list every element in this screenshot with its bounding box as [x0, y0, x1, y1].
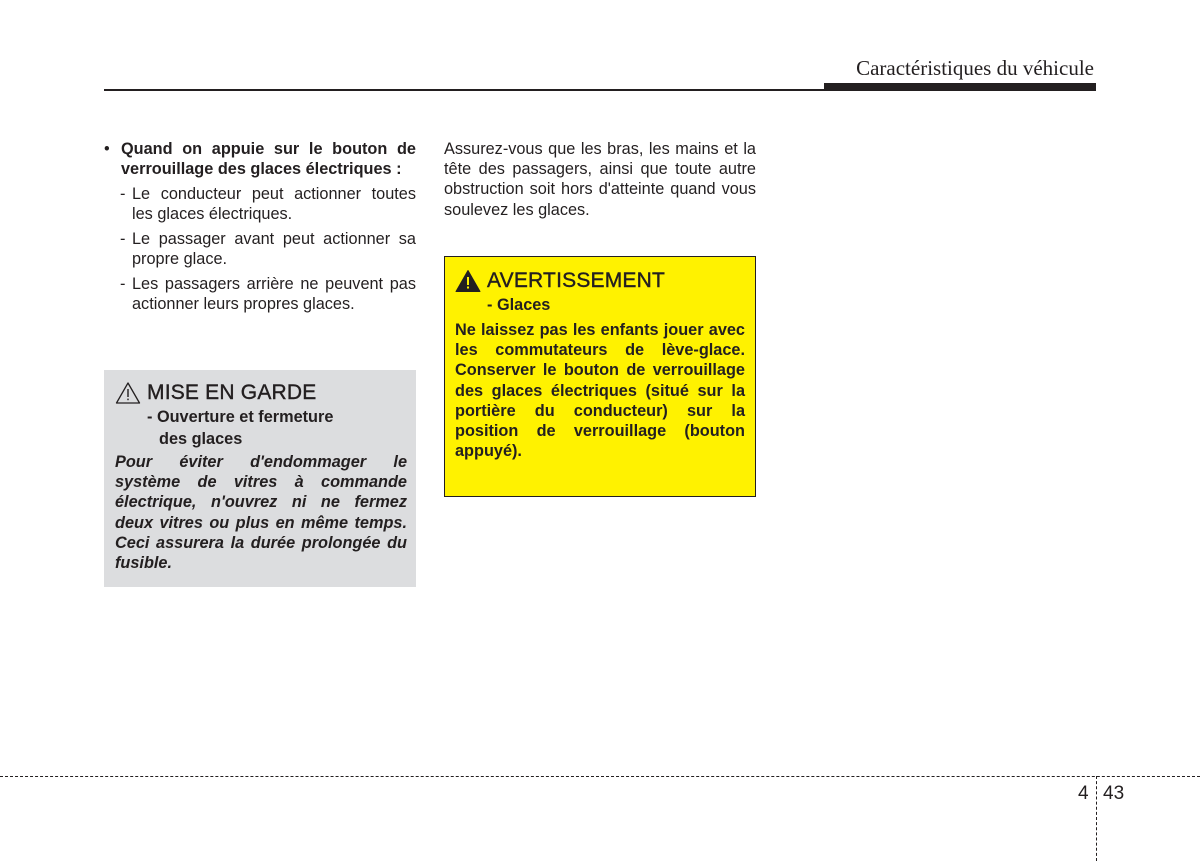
caution-subtitle-continued: des glaces [159, 430, 243, 448]
list-item-text: Le conducteur peut actionner toutes les glaces électriques. [132, 185, 416, 223]
dash-marker: - [120, 185, 126, 203]
header-rule-accent [824, 83, 1096, 90]
warning-header [455, 268, 745, 294]
footer-divider [0, 776, 1200, 777]
warning-triangle-icon [455, 269, 481, 293]
warning-title: AVERTISSEMENT [487, 269, 666, 292]
section-title: Caractéristiques du véhicule [856, 56, 1094, 80]
caution-header [115, 380, 407, 406]
bullet-marker: • [104, 140, 110, 158]
footer-vertical-divider [1096, 776, 1097, 861]
caution-box [104, 370, 416, 587]
caution-title: MISE EN GARDE [147, 381, 317, 404]
dash-marker: - [120, 275, 126, 293]
list-item-text: Les passagers arrière ne peuvent pas actionner leurs propres glaces. [132, 275, 416, 313]
caution-subtitle: - Ouverture et fermeture [147, 408, 334, 426]
list-item-text: Le passager avant peut actionner sa propre glace. [132, 230, 416, 268]
warning-subtitle: - Glaces [487, 296, 551, 314]
list-item [104, 229, 416, 269]
page-number: 43 [1103, 783, 1125, 804]
dash-marker: - [120, 230, 126, 248]
left-column [104, 139, 416, 319]
middle-column [444, 139, 756, 220]
chapter-number: 4 [1078, 783, 1089, 804]
warning-body: Ne laissez pas les enfants jouer avec les commutateurs de lève-glace. Conserver le bouton de verrouillage des glaces électriques (situé sur la portière du conducteur) sur la position de verrouillage (bouton appuyé). [455, 321, 745, 461]
list-item [104, 274, 416, 314]
list-item [104, 184, 416, 224]
bullet-text: Quand on appuie sur le bouton de verrouillage des glaces électriques : [121, 140, 416, 178]
warning-box [444, 256, 756, 497]
bullet-item [104, 139, 416, 179]
caution-body: Pour éviter d'endommager le système de vitres à commande électrique, n'ouvrez ni ne fermez deux vitres ou plus en même temps. Ceci assurera la durée prolongée du fusible. [115, 453, 407, 573]
caution-triangle-icon [115, 381, 141, 405]
safety-paragraph: Assurez-vous que les bras, les mains et la tête des passagers, ainsi que toute autre obstruction soit hors d'atteinte quand vous soulevez les glaces. [444, 140, 756, 219]
sub-list [104, 184, 416, 314]
